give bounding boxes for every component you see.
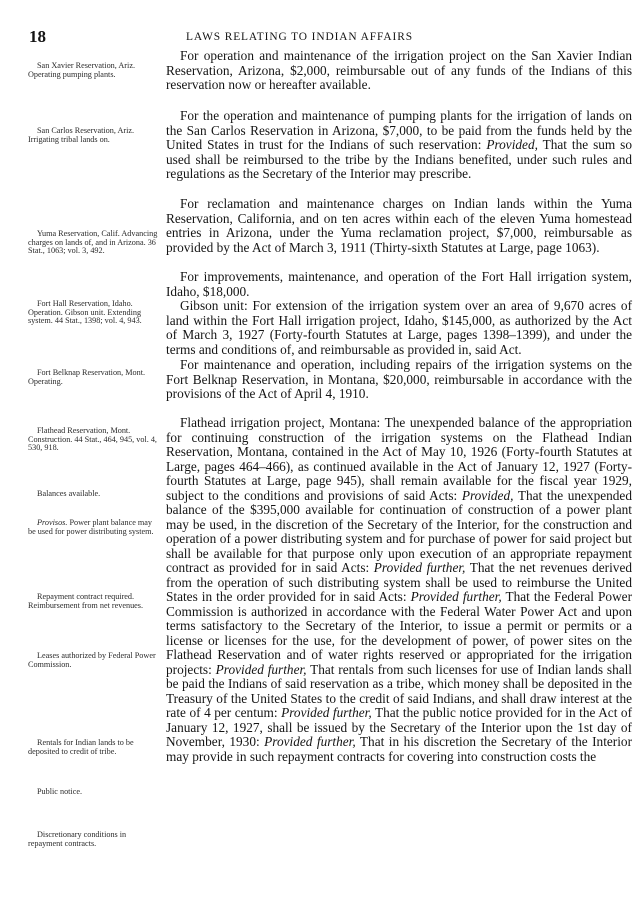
margin-note: Provisos. Power plant balance may be used for power distributing system. xyxy=(28,518,154,536)
margin-note: San Xavier Reservation, Ariz. Operating pumping plants. xyxy=(28,61,135,79)
paragraph-san-xavier: For operation and maintenance of the irrigation project on the San Xavier Indian Reservation, Arizona, $2,000, reimbursable out of any funds of the Indians of this reservation now or hereafter available. xyxy=(166,48,632,92)
margin-note: Balances available. xyxy=(37,489,101,498)
margin-note: Public notice. xyxy=(37,787,83,796)
paragraph-flathead: Flathead irrigation project, Montana: The unexpended balance of the appropriation for continuing construction of the irrigation systems on the Flathead Indian Reservation, Montana, contained in the Act of May 10, 1926 (Forty-fourth Statutes at Large, pages 464–466), as continued available in the Act of January 12, 1927 (Forty-fourth Statutes at Large, page 945), shall remain available for the fiscal year 1929, subject to the conditions and provisions of said Acts: Provided, That the unexpended balance of the $395,000 available for continuation of construction of a power plant may be used, in the discretion of the Secretary of the Interior, for the construction and operation of a power distributing system and for purchase of power for said project but shall be available for that purpose only upon execution of an appropriate repayment contract as provided for in said Acts: Provided further, That the net revenues derived from the operation of such distributing system shall be used to reimburse the United States in the order provided for in said Acts: Provided further, That the Federal Power Commission is authorized in accordance with the Federal Water Power Act and upon terms satisfactory to the Secretary of the Interior, to issue a permit or permits or a license or licenses for the use, for the development of power, of power sites on the Flathead Reservation and of water rights reserved or appropriated for the irrigation projects: Provided further, That rentals from such licenses for use of Indian lands shall be paid the Indians of said reservation as a tribe, which money shall be deposited in the Treasury of the United States to the credit of said Indians, and shall draw interest at the rate of 4 per centum: Provided further, That the public notice provided for in the Act of January 12, 1927, shall be issued by the Secretary of the Interior upon the 1st day of November, 1930: Provided further, That in his discretion the Secretary of the Interior may provide in such repayment contracts for covering into construction costs the xyxy=(166,415,633,764)
paragraph-fort-belknap: For maintenance and operation, including repairs of the irrigation systems on the Fort Belknap Reservation, in Montana, $20,000, reimbursable in accordance with the provisions of the Act of April 4, 1910. xyxy=(166,357,632,401)
margin-note: Yuma Reservation, Calif. Advancing charges on lands of, and in Arizona. 36 Stat., 1063; vol. 3, 492. xyxy=(28,229,158,256)
margin-note: Fort Belknap Reservation, Mont. Operating. xyxy=(28,368,146,386)
running-title: LAWS RELATING TO INDIAN AFFAIRS xyxy=(186,31,413,43)
paragraph-gibson-unit: Gibson unit: For extension of the irrigation system over an area of 9,670 acres of land within the Fort Hall irrigation project, Idaho, $145,000, as authorized by the Act of March 3, 1927 (Forty-fourth Statutes at Large, pages 1398–1399), and under the terms and conditions of, and reimbursable as provided in, said Act. xyxy=(166,298,632,357)
paragraph-fort-hall: For improvements, maintenance, and operation of the Fort Hall irrigation system, Idaho, $18,000. xyxy=(166,269,632,299)
margin-note: San Carlos Reservation, Ariz. Irrigating tribal lands on. xyxy=(28,126,135,144)
page-number: 18 xyxy=(29,27,46,46)
paragraph-yuma: For reclamation and maintenance charges on Indian lands within the Yuma Reservation, California, and on ten acres within each of the eleven Yuma homestead entries in Arizona, under the Yuma reclamation project, $7,000, reimbursable as provided by the Act of March 3, 1911 (Thirty-sixth Statutes at Large, page 1063). xyxy=(166,196,632,255)
margin-note: Discretionary conditions in repayment contracts. xyxy=(28,830,127,848)
margin-note: Leases authorized by Federal Power Commission. xyxy=(28,651,156,669)
margin-note: Repayment contract required. Reimbursement from net revenues. xyxy=(28,592,144,610)
margin-note: Flathead Reservation, Mont. Construction. 44 Stat., 464, 945, vol. 4, 530, 918. xyxy=(28,426,157,453)
margin-note: Rentals for Indian lands to be deposited to credit of tribe. xyxy=(28,738,134,756)
paragraph-san-carlos: For the operation and maintenance of pumping plants for the irrigation of lands on the San Carlos Reservation in Arizona, $7,000, to be paid from the funds held by the United States in trust for the Indians of such reservation: Provided, That the sum so used shall be reimbursed to the tribe by the Indians benefited, under such rules and regulations as the Secretary of the Interior may prescribe. xyxy=(166,108,633,181)
margin-note: Fort Hall Reservation, Idaho. Operation. Gibson unit. Extending system. 44 Stat., 1398; vol. 4, 943. xyxy=(28,299,142,326)
